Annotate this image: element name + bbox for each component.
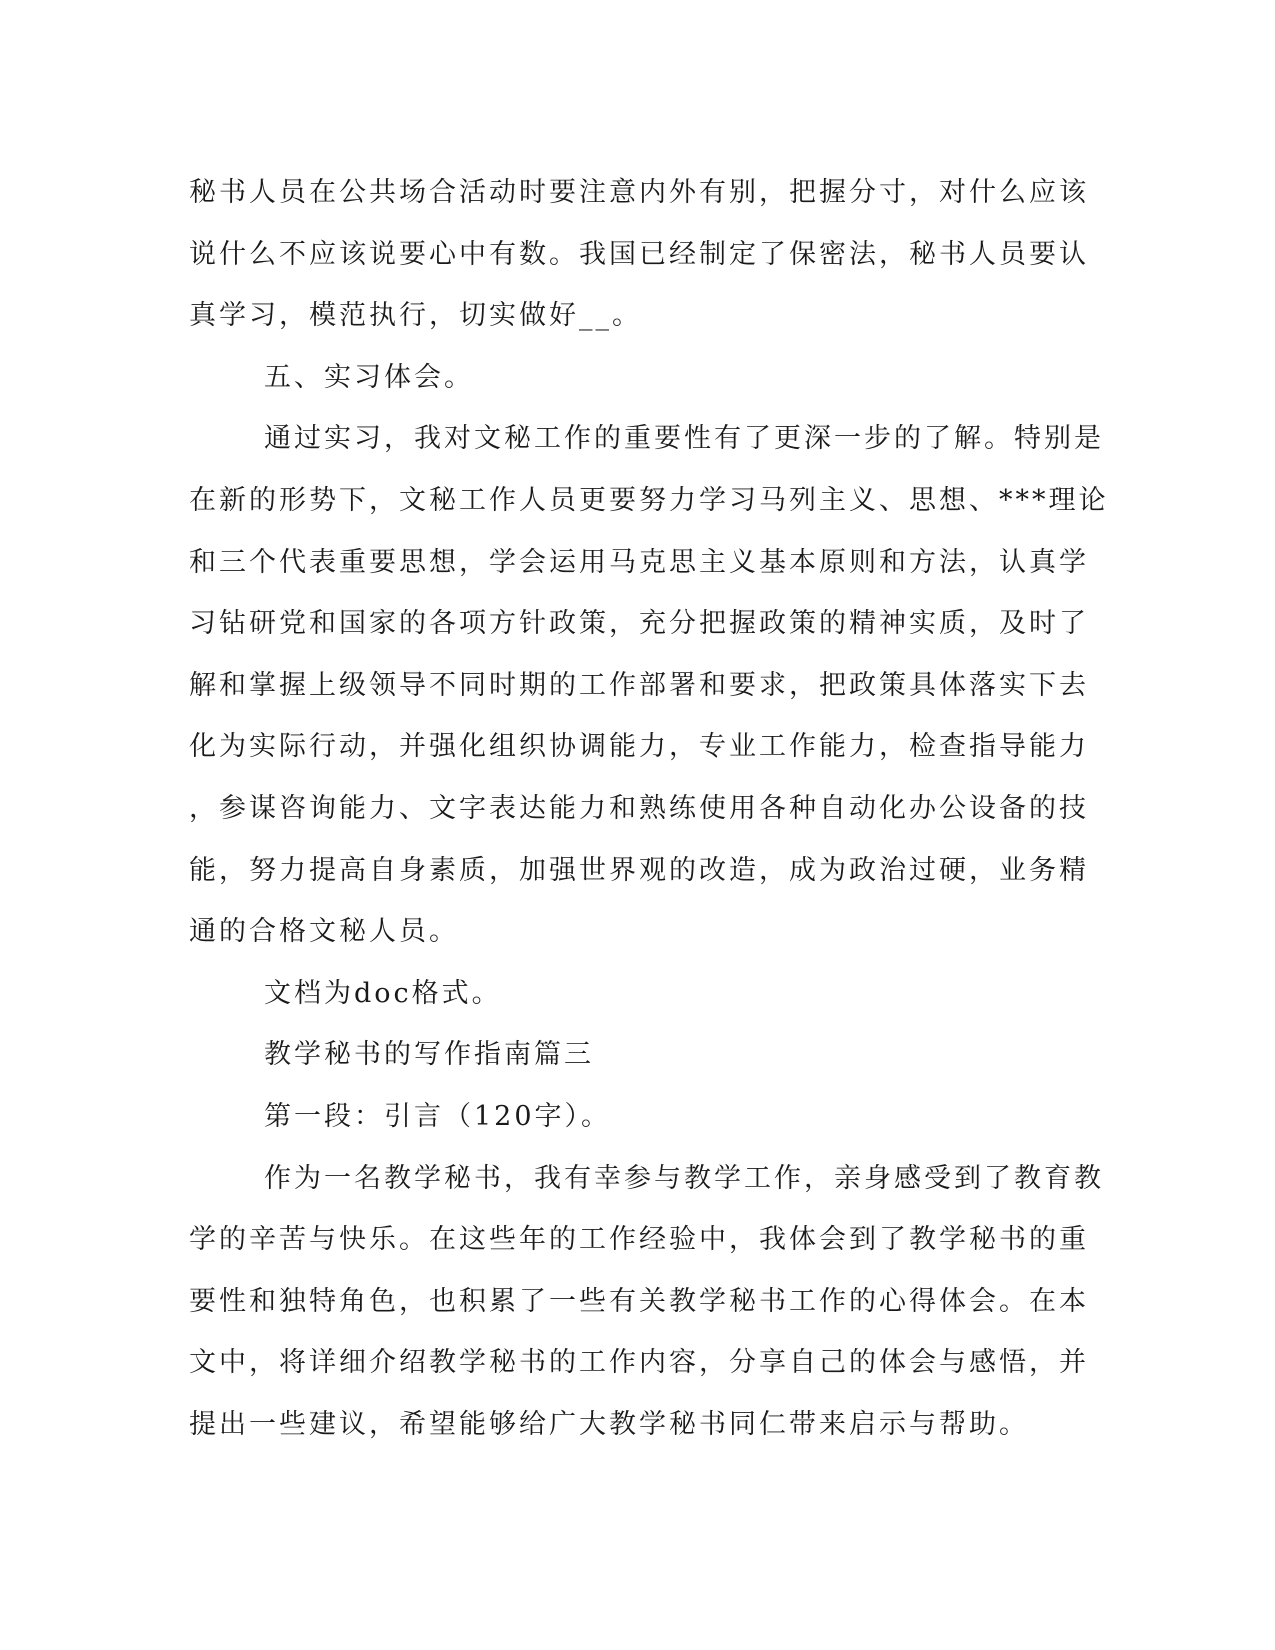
format-note: 文档为doc格式。 <box>264 977 502 1009</box>
text-line: 说什么不应该说要心中有数。我国已经制定了保密法，秘书人员要认 <box>189 238 1089 270</box>
text-line: 通过实习，我对文秘工作的重要性有了更深一步的了解。特别是 <box>264 423 1104 455</box>
article-title: 教学秘书的写作指南篇三 <box>264 1039 594 1071</box>
text-line: 学的辛苦与快乐。在这些年的工作经验中，我体会到了教学秘书的重 <box>189 1224 1089 1256</box>
text-line: 文中，将详细介绍教学秘书的工作内容，分享自己的体会与感悟，并 <box>189 1347 1089 1379</box>
text-line: 通的合格文秘人员。 <box>189 916 459 948</box>
section-heading: 五、实习体会。 <box>264 361 474 393</box>
text-line: 秘书人员在公共场合活动时要注意内外有别，把握分寸，对什么应该 <box>189 177 1089 208</box>
text-line: 解和掌握上级领导不同时期的工作部署和要求，把政策具体落实下去 <box>189 669 1089 701</box>
document-body <box>189 162 1109 1455</box>
section-heading: 第一段：引言（120字）。 <box>264 1100 612 1132</box>
text-line: 真学习，模范执行，切实做好__。 <box>189 300 642 332</box>
text-line: 提出一些建议，希望能够给广大教学秘书同仁带来启示与帮助。 <box>189 1408 1029 1440</box>
text-line: 习钻研党和国家的各项方针政策，充分把握政策的精神实质，及时了 <box>189 608 1089 640</box>
text-line: 作为一名教学秘书，我有幸参与教学工作，亲身感受到了教育教 <box>264 1162 1104 1194</box>
text-line: 化为实际行动，并强化组织协调能力，专业工作能力，检查指导能力 <box>189 731 1089 763</box>
text-line: 在新的形势下，文秘工作人员更要努力学习马列主义、思想、***理论 <box>189 484 1109 516</box>
text-line: 要性和独特角色，也积累了一些有关教学秘书工作的心得体会。在本 <box>189 1285 1089 1317</box>
text-line: 和三个代表重要思想，学会运用马克思主义基本原则和方法，认真学 <box>189 546 1089 578</box>
text-line: 能，努力提高自身素质，加强世界观的改造，成为政治过硬，业务精 <box>189 854 1089 886</box>
text-line: ，参谋咨询能力、文字表达能力和熟练使用各种自动化办公设备的技 <box>189 792 1089 824</box>
